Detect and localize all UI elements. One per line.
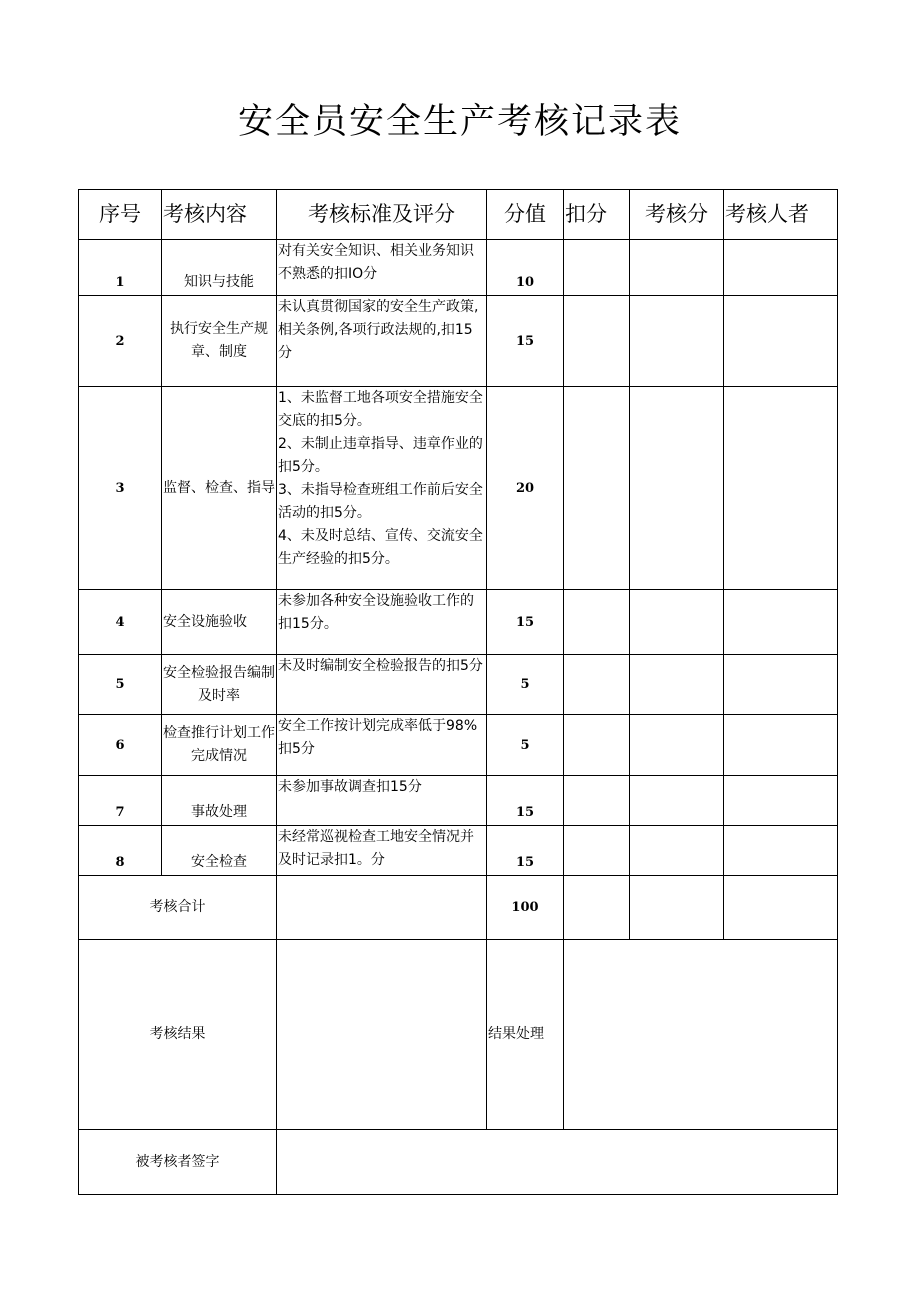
row-content: 监督、检查、指导: [162, 387, 277, 590]
row-content: 安全检查: [162, 826, 277, 876]
row-standard: [277, 655, 487, 715]
signature-row: [79, 1130, 838, 1195]
row-standard: [277, 826, 487, 876]
row-deduction[interactable]: [564, 387, 630, 590]
row-score[interactable]: [630, 776, 724, 826]
row-points: 20: [487, 387, 564, 590]
standard-line: 安全工作按计划完成率低于98%扣5分: [278, 718, 478, 757]
table-row: [79, 240, 838, 296]
row-standard: [277, 240, 487, 296]
header-score: 考核分: [630, 190, 724, 240]
standard-line: 4、未及时总结、宣传、交流安全生产经验的扣5分。: [278, 528, 483, 567]
total-assessor[interactable]: [724, 876, 838, 940]
table-row: [79, 826, 838, 876]
row-deduction[interactable]: [564, 715, 630, 776]
row-points: 5: [487, 715, 564, 776]
row-points: 15: [487, 826, 564, 876]
row-standard: [277, 776, 487, 826]
row-assessor[interactable]: [724, 776, 838, 826]
table-row: [79, 590, 838, 655]
standard-line: 2、未制止违章指导、违章作业的扣5分。: [278, 436, 483, 475]
assessment-table: [78, 189, 838, 1195]
header-points: 分值: [487, 190, 564, 240]
row-score[interactable]: [630, 387, 724, 590]
standard-line: 未参加事故调查扣15分: [278, 779, 422, 795]
row-index: 3: [79, 387, 162, 590]
row-deduction[interactable]: [564, 590, 630, 655]
row-deduction[interactable]: [564, 240, 630, 296]
header-index: 序号: [79, 190, 162, 240]
row-standard: [277, 715, 487, 776]
row-deduction[interactable]: [564, 776, 630, 826]
standard-line: 未经常巡视检查工地安全情况并及时记录扣1。分: [278, 829, 474, 868]
standard-line: 3、未指导检查班组工作前后安全活动的扣5分。: [278, 482, 483, 521]
row-score[interactable]: [630, 715, 724, 776]
standard-line: 未参加各种安全设施验收工作的扣15分。: [278, 593, 474, 632]
row-points: 15: [487, 590, 564, 655]
row-index: 4: [79, 590, 162, 655]
header-assessor: 考核人者: [724, 190, 838, 240]
row-assessor[interactable]: [724, 826, 838, 876]
header-standard: 考核标准及评分: [277, 190, 487, 240]
row-assessor[interactable]: [724, 655, 838, 715]
row-score[interactable]: [630, 296, 724, 387]
row-assessor[interactable]: [724, 296, 838, 387]
result-value[interactable]: [277, 940, 487, 1130]
row-assessor[interactable]: [724, 590, 838, 655]
row-content: 安全设施验收: [162, 590, 277, 655]
row-standard: [277, 387, 487, 590]
table-row: [79, 387, 838, 590]
row-points: 10: [487, 240, 564, 296]
row-points: 15: [487, 296, 564, 387]
row-assessor[interactable]: [724, 715, 838, 776]
header-row: [79, 190, 838, 240]
row-points: 5: [487, 655, 564, 715]
row-index: 2: [79, 296, 162, 387]
row-index: 7: [79, 776, 162, 826]
row-assessor[interactable]: [724, 240, 838, 296]
row-standard: [277, 590, 487, 655]
row-score[interactable]: [630, 826, 724, 876]
row-deduction[interactable]: [564, 826, 630, 876]
row-index: 1: [79, 240, 162, 296]
header-content: 考核内容: [162, 190, 277, 240]
page-title: 安全员安全生产考核记录表: [237, 102, 682, 142]
standard-line: 未及时编制安全检验报告的扣5分: [278, 658, 483, 674]
row-content: 事故处理: [162, 776, 277, 826]
row-index: 6: [79, 715, 162, 776]
signature-field[interactable]: [277, 1130, 838, 1195]
row-score[interactable]: [630, 590, 724, 655]
row-points: 15: [487, 776, 564, 826]
table-row: [79, 776, 838, 826]
row-score[interactable]: [630, 655, 724, 715]
total-standard: [277, 876, 487, 940]
standard-line: 1、未监督工地各项安全措施安全交底的扣5分。: [278, 390, 483, 429]
total-score[interactable]: [630, 876, 724, 940]
row-content: 知识与技能: [162, 240, 277, 296]
row-score[interactable]: [630, 240, 724, 296]
row-content: 检查推行计划工作完成情况: [162, 715, 277, 776]
row-deduction[interactable]: [564, 296, 630, 387]
row-content: 执行安全生产规章、制度: [162, 296, 277, 387]
standard-line: 未认真贯彻国家的安全生产政策,相关条例,各项行政法规的,扣15分: [278, 299, 479, 361]
row-index: 8: [79, 826, 162, 876]
result-handling-value[interactable]: [564, 940, 838, 1130]
table-row: [79, 655, 838, 715]
row-deduction[interactable]: [564, 655, 630, 715]
header-deduction: 扣分: [564, 190, 630, 240]
row-standard: [277, 296, 487, 387]
result-handling-label: 结果处理: [487, 940, 564, 1130]
total-points: 100: [487, 876, 564, 940]
result-row: [79, 940, 838, 1130]
total-row: [79, 876, 838, 940]
row-assessor[interactable]: [724, 387, 838, 590]
total-label: 考核合计: [79, 876, 277, 940]
signature-label: 被考核者签字: [79, 1130, 277, 1195]
standard-line: 对有关安全知识、相关业务知识不熟悉的扣IO分: [278, 243, 474, 282]
row-content: 安全检验报告编制及时率: [162, 655, 277, 715]
total-deduction[interactable]: [564, 876, 630, 940]
result-label: 考核结果: [79, 940, 277, 1130]
table-row: [79, 715, 838, 776]
table-row: [79, 296, 838, 387]
row-index: 5: [79, 655, 162, 715]
